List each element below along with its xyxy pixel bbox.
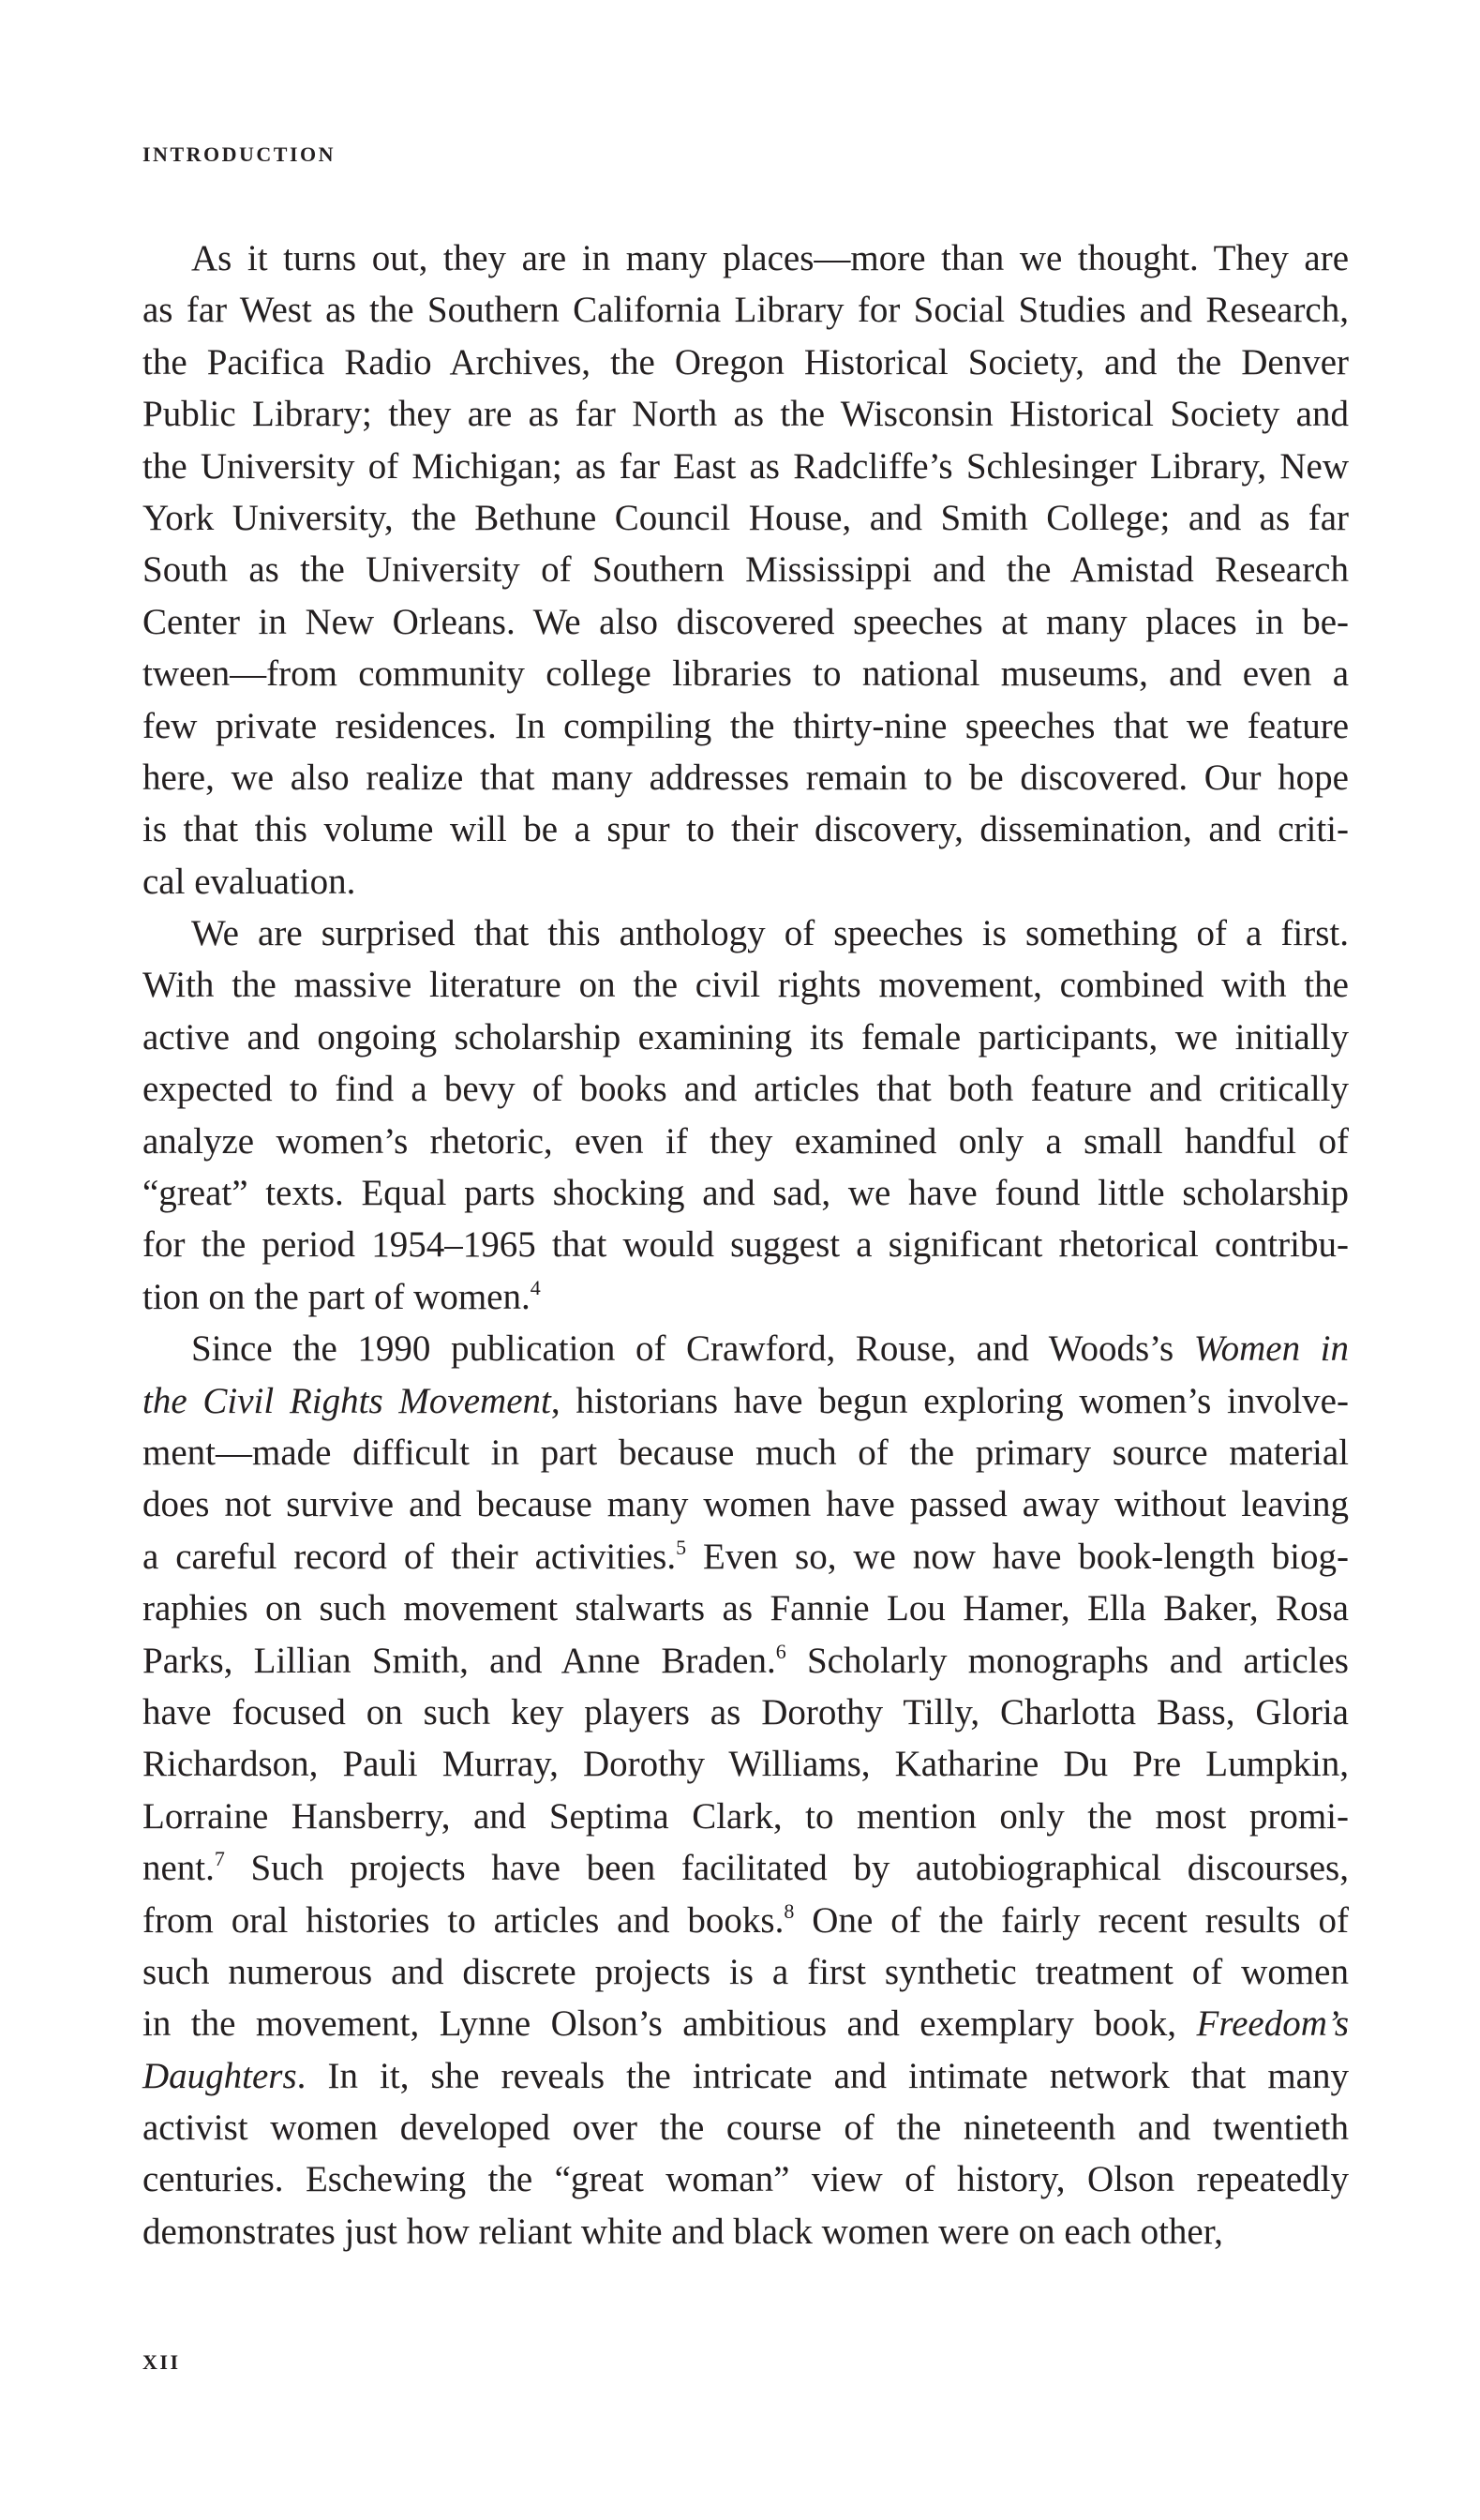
text-segment: , historians have begun exploring women’s involve- <box>550 1380 1349 1421</box>
text-line <box>142 1998 1349 2049</box>
italic-title: Women in <box>1193 1328 1350 1370</box>
footnote-marker[interactable]: 6 <box>775 1639 786 1663</box>
text-segment: ment—made difficult in part because much of the primary source material <box>142 1432 1349 1473</box>
text-line <box>142 1895 1349 1946</box>
text-line <box>142 1842 1349 1894</box>
text-line <box>142 1427 1349 1478</box>
text-segment: Even so, we now have book-length biog- <box>686 1536 1349 1577</box>
text-segment: . In it, she reveals the intricate and intimate network that many <box>296 2055 1349 2096</box>
text-line <box>142 959 1349 1011</box>
running-head: INTRODUCTION <box>142 142 336 166</box>
text-line <box>142 1738 1349 1790</box>
text-line <box>142 803 1349 855</box>
text-segment: demonstrates just how reliant white and black women were on each other, <box>142 2211 1223 2252</box>
text-line <box>142 284 1349 336</box>
text-line <box>142 1478 1349 1530</box>
text-segment: for the period 1954–1965 that would suggest a significant rhetorical contribu- <box>142 1224 1349 1266</box>
text-segment: tion on the part of women. <box>142 1276 531 1317</box>
text-segment: activist women developed over the course of the nineteenth and twentieth <box>142 2108 1349 2149</box>
text-line <box>142 232 1349 284</box>
text-segment: few private residences. In compiling the thirty-nine speeches that we feature <box>142 705 1349 746</box>
text-segment: is that this volume will be a spur to their discovery, dissemination, and criti- <box>142 809 1349 850</box>
text-segment: in the movement, Lynne Olson’s ambitious and exemplary book, <box>142 2003 1197 2045</box>
text-line <box>142 752 1349 803</box>
footnote-marker[interactable]: 4 <box>530 1275 541 1299</box>
text-segment: Since the 1990 publication of Crawford, Rouse, and Woods’s <box>191 1328 1194 1370</box>
text-segment: cal evaluation. <box>142 861 356 902</box>
text-segment: such numerous and discrete projects is a first synthetic treatment of women <box>142 1951 1349 1992</box>
text-segment: here, we also realize that many addresses remain to be discovered. Our hope <box>142 757 1349 798</box>
body-text <box>142 232 1349 2258</box>
text-line <box>142 2102 1349 2153</box>
text-line <box>142 1531 1349 1582</box>
text-line <box>142 544 1349 595</box>
text-line <box>142 1116 1349 1167</box>
italic-title: Daughters <box>142 2055 297 2096</box>
text-segment: does not survive and because many women have passed away without leaving <box>142 1484 1349 1525</box>
text-line <box>142 1687 1349 1738</box>
text-line <box>142 388 1349 440</box>
text-segment: We are surprised that this anthology of speeches is something of a first. <box>191 913 1349 954</box>
text-line <box>142 492 1349 544</box>
text-segment: the University of Michigan; as far East as Radcliffe’s Schlesinger Library, New <box>142 445 1349 487</box>
text-line <box>142 1791 1349 1842</box>
text-segment: tween—from community college libraries to national museums, and even a <box>142 653 1349 695</box>
text-line <box>142 1063 1349 1115</box>
text-segment: Such projects have been facilitated by autobiographical discourses, <box>224 1848 1349 1889</box>
text-segment: Public Library; they are as far North as the Wisconsin Historical Society and <box>142 394 1349 435</box>
text-line <box>142 1946 1349 1998</box>
text-segment: South as the University of Southern Mississippi and the Amistad Research <box>142 549 1349 591</box>
text-line <box>142 908 1349 959</box>
text-line <box>142 700 1349 752</box>
text-segment: from oral histories to articles and books. <box>142 1899 785 1941</box>
footnote-marker[interactable]: 7 <box>214 1847 225 1871</box>
text-segment: active and ongoing scholarship examining its female participants, we initially <box>142 1016 1349 1058</box>
italic-title: Freedom’s <box>1196 2003 1349 2045</box>
text-segment: a careful record of their activities. <box>142 1536 677 1577</box>
text-line <box>142 1375 1349 1427</box>
text-segment: analyze women’s rhetoric, even if they examined only a small handful of <box>142 1120 1349 1162</box>
text-segment: Lorraine Hansberry, and Septima Clark, to mention only the most promi- <box>142 1795 1349 1837</box>
footnote-marker[interactable]: 8 <box>784 1898 795 1923</box>
text-segment: centuries. Eschewing the “great woman” view of history, Olson repeatedly <box>142 2159 1349 2200</box>
text-segment: Center in New Orleans. We also discovered speeches at many places in be- <box>142 601 1349 642</box>
text-segment: as far West as the Southern California Library for Social Studies and Research, <box>142 290 1349 331</box>
text-line <box>142 1219 1349 1270</box>
text-line <box>142 596 1349 648</box>
text-line <box>142 1167 1349 1219</box>
text-segment: With the massive literature on the civil rights movement, combined with the <box>142 965 1349 1006</box>
text-line <box>142 856 1349 908</box>
text-line <box>142 337 1349 388</box>
text-line <box>142 1271 1349 1323</box>
text-line <box>142 1582 1349 1634</box>
text-line <box>142 441 1349 492</box>
footnote-marker[interactable]: 5 <box>676 1535 687 1559</box>
text-segment: Scholarly monographs and articles <box>785 1640 1349 1681</box>
text-segment: have focused on such key players as Dorothy Tilly, Charlotta Bass, Gloria <box>142 1691 1349 1732</box>
text-line <box>142 2153 1349 2205</box>
text-segment: Parks, Lillian Smith, and Anne Braden. <box>142 1640 776 1681</box>
text-segment: expected to find a bevy of books and articles that both feature and critically <box>142 1069 1349 1110</box>
page-number: XII <box>142 2350 181 2374</box>
text-line <box>142 648 1349 699</box>
text-line <box>142 1012 1349 1063</box>
italic-title: the Civil Rights Movement <box>142 1380 551 1421</box>
text-segment: raphies on such movement stalwarts as Fannie Lou Hamer, Ella Baker, Rosa <box>142 1588 1349 1629</box>
text-segment: the Pacifica Radio Archives, the Oregon Historical Society, and the Denver <box>142 341 1349 382</box>
text-segment: “great” texts. Equal parts shocking and sad, we have found little scholarship <box>142 1173 1349 1214</box>
text-segment: nent. <box>142 1848 215 1889</box>
text-segment: One of the fairly recent results of <box>794 1899 1349 1941</box>
text-line <box>142 1635 1349 1687</box>
text-segment: Richardson, Pauli Murray, Dorothy Williams, Katharine Du Pre Lumpkin, <box>142 1744 1349 1785</box>
text-line <box>142 2050 1349 2102</box>
text-line <box>142 1323 1349 1374</box>
text-segment: York University, the Bethune Council House, and Smith College; and as far <box>142 497 1349 538</box>
text-segment: As it turns out, they are in many places—more than we thought. They are <box>191 238 1349 278</box>
text-line <box>142 2206 1349 2258</box>
